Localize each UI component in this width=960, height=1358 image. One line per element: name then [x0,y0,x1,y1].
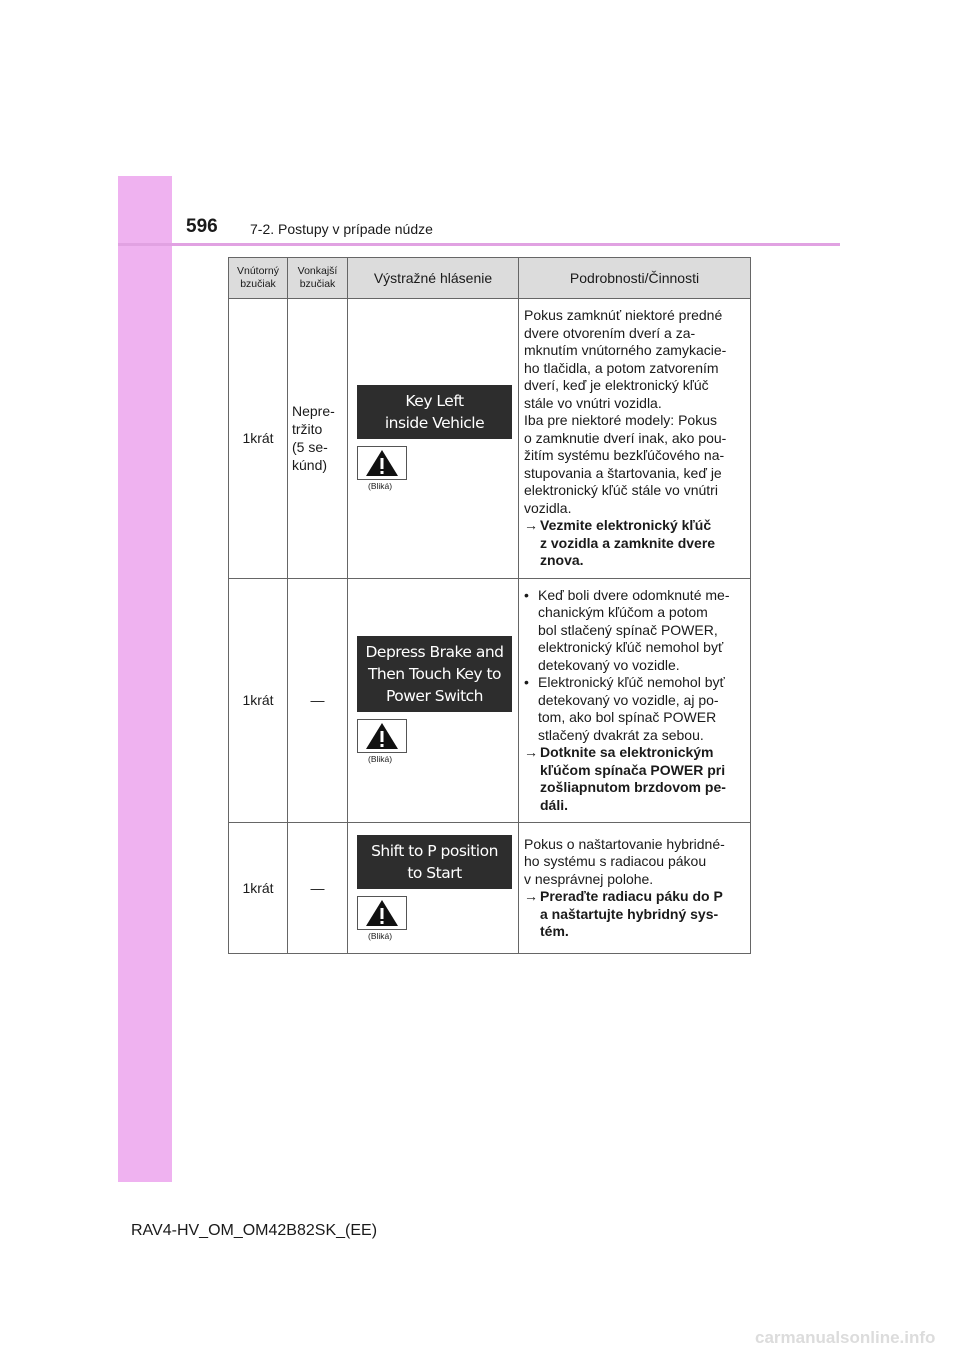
inner-buzzer-cell: 1krát [229,299,288,579]
bullet-item [524,674,750,744]
outer-buzzer-line: kúnd) [292,457,328,474]
action-line: Dotknite sa elektronickým [540,744,714,760]
warning-message-cell [348,578,519,823]
display-line: Key Left [405,392,464,411]
details-line: dverí, keď je elektronický kľúč [524,377,709,393]
details-line: bol stlačený spínač POWER, [538,621,718,638]
warning-message-cell [348,299,519,579]
action-line: Vezmite elektronický kľúč [540,517,712,533]
action-instruction [524,888,750,941]
action-line: Preraďte radiacu páku do P [540,888,723,904]
arrow-icon: → [524,888,538,904]
details-line: Pokus o naštartovanie hybridné- [524,835,725,852]
details-line: mknutím vnútorného zamykacie- [524,342,727,358]
details-line: Keď boli dvere odomknuté me- [538,586,730,603]
display-message [357,835,512,889]
action-line: dáli. [540,796,569,813]
inner-buzzer-cell: 1krát [229,578,288,823]
inner-buzzer-cell: 1krát [229,823,288,954]
details-line: elektronický kľúč stále vo vnútri [524,482,718,498]
action-line: znova. [540,552,584,568]
outer-buzzer-cell [288,299,348,579]
col-inner-buzzer-line: Vnútorný [236,265,280,277]
col-outer-buzzer-line: Vonkajší [297,265,338,277]
action-line: zošliapnutom brzdovom pe- [540,779,726,795]
warning-message-cell [348,823,519,954]
action-instruction [524,744,750,814]
table-row [229,578,751,823]
table-row [229,823,751,954]
details-line: Iba pre niektoré modely: Pokus [524,412,717,428]
table-header-row [229,258,751,299]
details-line: žitím systému bezkľúčového na- [524,447,725,463]
arrow-icon: → [524,517,538,533]
action-line: z vozidla a zamknite dvere [540,534,716,551]
details-line: vozidla. [524,499,572,516]
details-line: detekovaný vo vozidle. [538,656,680,673]
display-line: inside Vehicle [384,414,485,433]
warning-triangle-icon [357,446,407,480]
bullet-marker: • [524,586,529,603]
display-line: to Start [407,864,462,882]
details-line: elektronický kľúč nemohol byť [538,639,724,655]
col-outer-buzzer-line: bzučiak [299,278,336,290]
details-line: tom, ako bol spínač POWER [538,709,717,725]
details-line: Pokus zamknúť niektoré predné [524,307,723,323]
warning-triangle-icon [357,896,407,930]
display-line: Power Switch [385,687,484,706]
outer-buzzer-line: Nepre- [292,403,335,420]
col-inner-buzzer-line: bzučiak [240,278,276,290]
details-cell [519,823,751,954]
action-line: tém. [540,923,569,939]
blink-label: (Bliká) [368,931,393,941]
col-inner-buzzer [229,258,288,299]
action-instruction [524,517,750,570]
table-row [229,299,751,579]
warning-table [228,257,751,954]
page-number: 596 [186,216,218,237]
outer-buzzer-line: (5 se- [292,439,328,456]
warning-triangle-icon [357,719,407,753]
display-message [357,385,512,439]
action-line: kľúčom spínača POWER pri [540,761,726,778]
col-outer-buzzer [288,258,348,299]
action-line: a naštartujte hybridný sys- [540,905,719,922]
blink-label: (Bliká) [368,481,393,492]
outer-buzzer-line: tržito [292,421,323,438]
details-line: o zamknutie dverí inak, ako pou- [524,429,727,446]
arrow-icon: → [524,744,538,760]
details-line: stupovania a štartovania, keď je [524,464,722,481]
details-line: ho systému s radiacou pákou [524,853,707,869]
details-line: stále vo vnútri vozidla. [524,394,662,411]
details-line: v nesprávnej polohe. [524,870,654,887]
blink-label: (Bliká) [368,754,393,765]
display-line: Depress Brake and [365,643,504,662]
watermark: carmanualsonline.info [755,1328,936,1347]
details-line: Elektronický kľúč nemohol byť [538,674,725,690]
side-tab [118,176,172,1182]
outer-buzzer-cell: — [288,578,348,823]
col-warning-message: Výstražné hlásenie [348,258,519,299]
col-details: Podrobnosti/Činnosti [519,258,751,299]
details-line: detekovaný vo vozidle, aj po- [538,691,719,708]
details-cell [519,578,751,823]
details-line: stlačený dvakrát za sebou. [538,726,704,743]
header-rule [118,243,840,246]
display-line: Then Touch Key to [367,665,502,684]
details-line: ho tlačidla, a potom zatvorením [524,359,719,376]
display-line: Shift to P position [371,842,498,860]
details-cell [519,299,751,579]
bullet-marker: • [524,674,529,690]
bullet-item [524,587,750,675]
details-line: dvere otvorením dverí a za- [524,324,696,341]
display-message [357,636,512,712]
outer-buzzer-cell: — [288,823,348,954]
details-line: chanickým kľúčom a potom [538,604,708,620]
section-title: 7-2. Postupy v prípade núdze [250,221,433,237]
document-code: RAV4-HV_OM_OM42B82SK_(EE) [131,1222,378,1239]
